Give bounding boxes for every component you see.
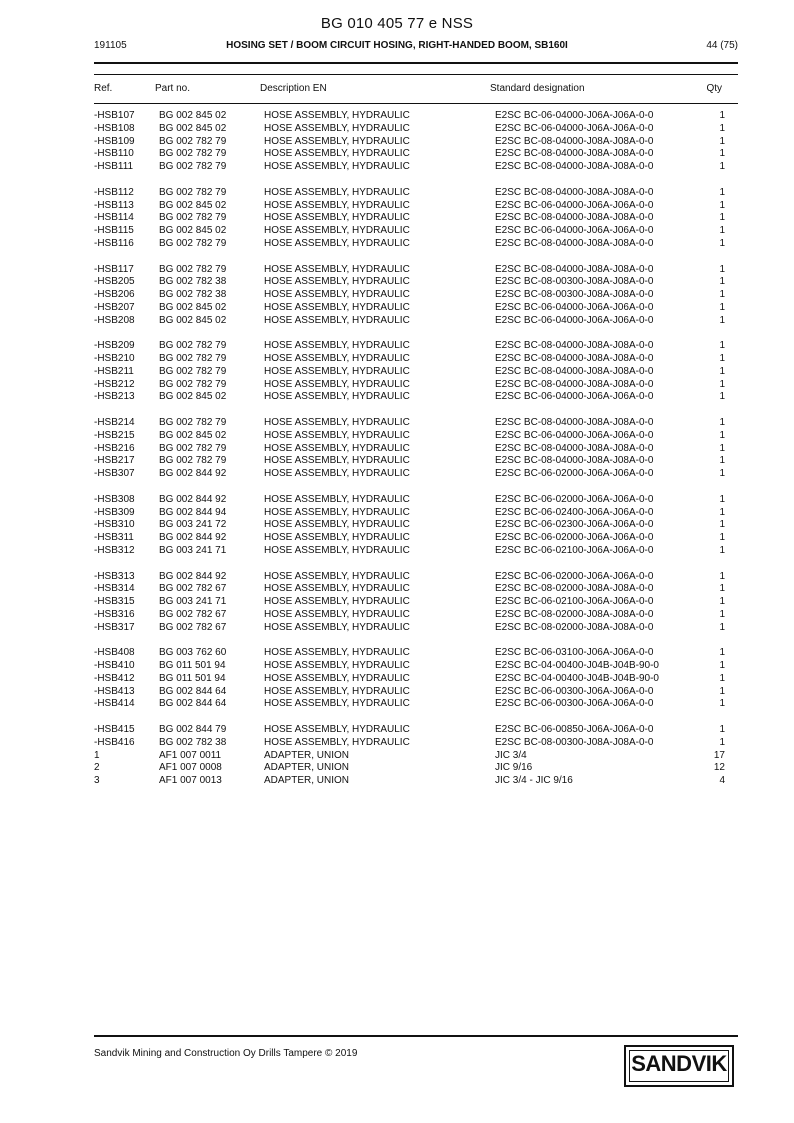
table-row: [0, 161, 794, 174]
cell-description: HOSE ASSEMBLY, HYDRAULIC: [264, 135, 410, 147]
cell-part-no: BG 002 782 79: [159, 263, 227, 275]
cell-standard-designation: E2SC BC-08-04000-J08A-J08A-0-0: [495, 148, 654, 160]
cell-qty: 1: [719, 583, 725, 595]
cell-part-no: BG 002 782 79: [159, 378, 227, 390]
logo-text: SANDVIK: [631, 1051, 727, 1076]
cell-ref: -HSB408: [94, 647, 135, 659]
table-row: [0, 737, 794, 750]
cell-ref: -HSB108: [94, 122, 135, 134]
cell-standard-designation: E2SC BC-06-00300-J06A-J06A-0-0: [495, 685, 654, 697]
cell-part-no: BG 002 782 38: [159, 736, 227, 748]
cell-description: HOSE ASSEMBLY, HYDRAULIC: [264, 314, 410, 326]
cell-standard-designation: E2SC BC-08-02000-J08A-J08A-0-0: [495, 608, 654, 620]
cell-part-no: BG 002 844 92: [159, 532, 227, 543]
cell-standard-designation: E2SC BC-08-04000-J08A-J08A-0-0: [495, 365, 654, 377]
cell-part-no: BG 002 844 94: [159, 506, 227, 518]
cell-description: HOSE ASSEMBLY, HYDRAULIC: [264, 225, 410, 236]
cell-description: HOSE ASSEMBLY, HYDRAULIC: [264, 148, 410, 160]
cell-qty: 1: [719, 570, 725, 582]
page-number: 44 (75): [706, 40, 738, 51]
cell-part-no: BG 002 782 79: [159, 442, 227, 454]
cell-standard-designation: E2SC BC-08-00300-J08A-J08A-0-0: [495, 736, 654, 748]
cell-ref: 2: [94, 762, 100, 774]
cell-description: HOSE ASSEMBLY, HYDRAULIC: [264, 532, 410, 543]
cell-description: HOSE ASSEMBLY, HYDRAULIC: [264, 199, 410, 211]
cell-qty: 1: [719, 685, 725, 697]
cell-part-no: BG 002 782 79: [159, 212, 227, 224]
table-row: [0, 264, 794, 277]
footer-copyright: Sandvik Mining and Construction Oy Drills Tampere © 2019: [94, 1048, 358, 1059]
cell-ref: -HSB213: [94, 391, 135, 403]
cell-part-no: BG 002 782 79: [159, 365, 227, 377]
header-divider: [94, 62, 738, 64]
column-header-description: Description EN: [260, 83, 327, 94]
cell-standard-designation: E2SC BC-08-04000-J08A-J08A-0-0: [495, 237, 654, 249]
cell-standard-designation: E2SC BC-08-02000-J08A-J08A-0-0: [495, 621, 654, 633]
cell-standard-designation: E2SC BC-08-04000-J08A-J08A-0-0: [495, 135, 654, 147]
document-title: BG 010 405 77 e NSS: [320, 15, 474, 32]
cell-part-no: BG 002 844 64: [159, 698, 227, 710]
cell-standard-designation: E2SC BC-06-03100-J06A-J06A-0-0: [495, 647, 654, 659]
table-row: [0, 238, 794, 251]
cell-standard-designation: E2SC BC-06-02100-J06A-J06A-0-0: [495, 544, 654, 556]
table-row: [0, 276, 794, 289]
cell-description: HOSE ASSEMBLY, HYDRAULIC: [264, 724, 410, 735]
cell-description: HOSE ASSEMBLY, HYDRAULIC: [264, 583, 410, 595]
table-row: [0, 123, 794, 136]
table-row: [0, 583, 794, 596]
cell-qty: 1: [719, 506, 725, 518]
cell-qty: 1: [719, 442, 725, 454]
table-row: [0, 519, 794, 532]
cell-description: HOSE ASSEMBLY, HYDRAULIC: [264, 161, 410, 172]
cell-qty: 1: [719, 353, 725, 364]
table-row: [0, 622, 794, 635]
cell-ref: -HSB217: [94, 455, 135, 467]
cell-standard-designation: E2SC BC-04-00400-J04B-J04B-90-0: [495, 660, 659, 671]
cell-part-no: BG 002 844 92: [159, 493, 227, 505]
table-row: [0, 647, 794, 660]
cell-part-no: BG 011 501 94: [159, 672, 226, 684]
cell-part-no: BG 002 782 79: [159, 455, 227, 467]
table-row: [0, 775, 794, 788]
table-row: [0, 762, 794, 775]
cell-ref: -HSB110: [94, 148, 134, 160]
table-row: [0, 494, 794, 507]
table-top-divider: [94, 74, 738, 75]
cell-part-no: BG 002 782 38: [159, 289, 227, 300]
cell-part-no: BG 002 845 02: [159, 429, 227, 441]
cell-part-no: AF1 007 0013: [159, 775, 222, 786]
cell-part-no: BG 003 241 71: [159, 596, 227, 607]
cell-standard-designation: E2SC BC-06-04000-J06A-J06A-0-0: [495, 301, 654, 313]
cell-qty: 1: [719, 225, 725, 236]
cell-qty: 1: [719, 544, 725, 556]
cell-part-no: BG 002 844 79: [159, 724, 227, 735]
cell-ref: -HSB311: [94, 532, 134, 543]
table-row: [0, 750, 794, 763]
cell-description: HOSE ASSEMBLY, HYDRAULIC: [264, 301, 410, 313]
cell-qty: 17: [713, 749, 725, 761]
document-subject: HOSING SET / BOOM CIRCUIT HOSING, RIGHT-HANDED BOOM, SB160I: [226, 40, 568, 51]
cell-qty: 1: [719, 468, 725, 479]
cell-part-no: BG 002 844 64: [159, 685, 227, 697]
table-row: [0, 379, 794, 392]
cell-ref: -HSB308: [94, 493, 135, 505]
cell-standard-designation: E2SC BC-08-04000-J08A-J08A-0-0: [495, 455, 654, 467]
cell-description: HOSE ASSEMBLY, HYDRAULIC: [264, 276, 410, 288]
cell-ref: -HSB214: [94, 417, 135, 428]
cell-qty: 1: [719, 647, 725, 659]
cell-ref: -HSB115: [94, 225, 134, 236]
cell-part-no: BG 002 782 79: [159, 135, 227, 147]
cell-part-no: BG 003 762 60: [159, 647, 227, 659]
cell-qty: 1: [719, 391, 725, 403]
cell-ref: -HSB313: [94, 570, 135, 582]
cell-part-no: BG 011 501 94: [159, 660, 226, 671]
table-row: [0, 545, 794, 558]
cell-standard-designation: E2SC BC-06-04000-J06A-J06A-0-0: [495, 199, 654, 211]
cell-standard-designation: JIC 3/4 - JIC 9/16: [495, 775, 573, 786]
cell-qty: 1: [719, 417, 725, 428]
cell-qty: 1: [719, 148, 725, 160]
cell-qty: 1: [719, 532, 725, 543]
cell-standard-designation: E2SC BC-08-04000-J08A-J08A-0-0: [495, 161, 654, 172]
cell-part-no: BG 003 241 71: [159, 544, 227, 556]
document-date: 191105: [94, 40, 127, 51]
cell-standard-designation: JIC 9/16: [495, 762, 533, 774]
cell-part-no: BG 002 845 02: [159, 314, 227, 326]
table-row: [0, 507, 794, 520]
cell-ref: -HSB212: [94, 378, 135, 390]
cell-qty: 1: [719, 698, 725, 710]
cell-part-no: AF1 007 0011: [159, 749, 222, 761]
cell-standard-designation: E2SC BC-06-02000-J06A-J06A-0-0: [495, 532, 654, 543]
cell-description: HOSE ASSEMBLY, HYDRAULIC: [264, 685, 410, 697]
cell-description: HOSE ASSEMBLY, HYDRAULIC: [264, 237, 410, 249]
cell-standard-designation: E2SC BC-08-00300-J08A-J08A-0-0: [495, 289, 654, 300]
table-row: [0, 443, 794, 456]
cell-qty: 1: [719, 596, 725, 607]
table-row: [0, 596, 794, 609]
cell-standard-designation: E2SC BC-06-00300-J06A-J06A-0-0: [495, 698, 654, 710]
cell-qty: 1: [719, 276, 725, 288]
cell-part-no: BG 002 782 79: [159, 353, 227, 364]
table-row: [0, 315, 794, 328]
table-row: [0, 110, 794, 123]
table-row: [0, 353, 794, 366]
column-header-standard-designation: Standard designation: [490, 83, 585, 94]
cell-description: HOSE ASSEMBLY, HYDRAULIC: [264, 519, 410, 531]
cell-ref: -HSB309: [94, 506, 135, 518]
cell-description: HOSE ASSEMBLY, HYDRAULIC: [264, 698, 410, 710]
cell-standard-designation: E2SC BC-06-02000-J06A-J06A-0-0: [495, 570, 654, 582]
cell-ref: -HSB116: [94, 237, 134, 249]
cell-ref: 3: [94, 775, 100, 786]
cell-standard-designation: E2SC BC-06-02100-J06A-J06A-0-0: [495, 596, 654, 607]
cell-description: HOSE ASSEMBLY, HYDRAULIC: [264, 263, 410, 275]
cell-description: HOSE ASSEMBLY, HYDRAULIC: [264, 110, 410, 121]
cell-part-no: BG 002 782 79: [159, 237, 227, 249]
table-row: [0, 225, 794, 238]
cell-standard-designation: E2SC BC-08-00300-J08A-J08A-0-0: [495, 276, 654, 288]
cell-ref: -HSB206: [94, 289, 135, 300]
cell-description: HOSE ASSEMBLY, HYDRAULIC: [264, 289, 410, 300]
cell-description: HOSE ASSEMBLY, HYDRAULIC: [264, 455, 410, 467]
cell-qty: 1: [719, 340, 725, 352]
cell-part-no: AF1 007 0008: [159, 762, 222, 774]
cell-part-no: BG 002 782 79: [159, 161, 227, 172]
cell-qty: 1: [719, 110, 725, 121]
cell-description: HOSE ASSEMBLY, HYDRAULIC: [264, 596, 410, 607]
cell-ref: -HSB413: [94, 685, 135, 697]
cell-ref: -HSB107: [94, 110, 135, 121]
cell-description: HOSE ASSEMBLY, HYDRAULIC: [264, 365, 410, 377]
cell-qty: 1: [719, 621, 725, 633]
cell-part-no: BG 002 844 92: [159, 468, 227, 479]
cell-description: HOSE ASSEMBLY, HYDRAULIC: [264, 608, 410, 620]
table-row: [0, 212, 794, 225]
table-row: [0, 532, 794, 545]
cell-ref: -HSB312: [94, 544, 135, 556]
cell-standard-designation: E2SC BC-06-02400-J06A-J06A-0-0: [495, 506, 654, 518]
cell-ref: -HSB415: [94, 724, 135, 735]
cell-ref: -HSB211: [94, 365, 134, 377]
cell-part-no: BG 002 845 02: [159, 225, 227, 236]
cell-ref: -HSB111: [94, 161, 134, 172]
cell-ref: -HSB209: [94, 340, 135, 352]
cell-part-no: BG 002 782 67: [159, 608, 227, 620]
cell-qty: 1: [719, 608, 725, 620]
cell-qty: 1: [719, 672, 725, 684]
cell-ref: -HSB307: [94, 468, 135, 479]
cell-part-no: BG 002 782 79: [159, 186, 227, 198]
column-header-part-no: Part no.: [155, 83, 191, 94]
table-row: [0, 698, 794, 711]
sandvik-logo: [624, 1045, 734, 1087]
cell-description: HOSE ASSEMBLY, HYDRAULIC: [264, 506, 410, 518]
cell-ref: -HSB208: [94, 314, 135, 326]
cell-part-no: BG 002 782 79: [159, 148, 227, 160]
cell-part-no: BG 002 845 02: [159, 391, 227, 403]
cell-part-no: BG 002 845 02: [159, 110, 227, 121]
cell-part-no: BG 002 845 02: [159, 122, 227, 134]
cell-standard-designation: E2SC BC-08-04000-J08A-J08A-0-0: [495, 417, 654, 428]
cell-standard-designation: E2SC BC-06-00850-J06A-J06A-0-0: [495, 724, 654, 735]
cell-qty: 1: [719, 212, 725, 224]
cell-qty: 1: [719, 135, 725, 147]
cell-qty: 1: [719, 289, 725, 300]
table-row: [0, 187, 794, 200]
cell-ref: -HSB205: [94, 276, 135, 288]
cell-qty: 1: [719, 237, 725, 249]
cell-standard-designation: JIC 3/4: [495, 749, 527, 761]
cell-part-no: BG 002 782 67: [159, 621, 227, 633]
cell-standard-designation: E2SC BC-06-02300-J06A-J06A-0-0: [495, 519, 654, 531]
cell-description: HOSE ASSEMBLY, HYDRAULIC: [264, 544, 410, 556]
cell-standard-designation: E2SC BC-08-02000-J08A-J08A-0-0: [495, 583, 654, 595]
table-row: [0, 302, 794, 315]
cell-description: HOSE ASSEMBLY, HYDRAULIC: [264, 340, 410, 352]
cell-standard-designation: E2SC BC-06-04000-J06A-J06A-0-0: [495, 391, 654, 403]
cell-qty: 1: [719, 186, 725, 198]
column-header-qty: Qty: [706, 83, 722, 94]
cell-part-no: BG 003 241 72: [159, 519, 227, 531]
cell-standard-designation: E2SC BC-08-04000-J08A-J08A-0-0: [495, 263, 654, 275]
cell-description: ADAPTER, UNION: [264, 749, 350, 761]
column-header-ref: Ref.: [94, 83, 113, 94]
cell-qty: 1: [719, 429, 725, 441]
cell-description: HOSE ASSEMBLY, HYDRAULIC: [264, 122, 410, 134]
cell-ref: -HSB317: [94, 621, 135, 633]
cell-qty: 1: [719, 314, 725, 326]
cell-part-no: BG 002 782 38: [159, 276, 227, 288]
cell-qty: 1: [719, 455, 725, 467]
cell-standard-designation: E2SC BC-06-04000-J06A-J06A-0-0: [495, 122, 654, 134]
cell-description: ADAPTER, UNION: [264, 762, 350, 774]
table-row: [0, 366, 794, 379]
table-row: [0, 340, 794, 353]
cell-ref: -HSB216: [94, 442, 135, 454]
cell-standard-designation: E2SC BC-08-04000-J08A-J08A-0-0: [495, 378, 654, 390]
cell-qty: 1: [719, 724, 725, 735]
cell-qty: 1: [719, 263, 725, 275]
cell-description: HOSE ASSEMBLY, HYDRAULIC: [264, 672, 410, 684]
cell-ref: -HSB215: [94, 429, 135, 441]
cell-description: HOSE ASSEMBLY, HYDRAULIC: [264, 353, 410, 364]
cell-qty: 1: [719, 161, 725, 172]
footer-divider: [94, 1035, 738, 1037]
cell-standard-designation: E2SC BC-08-04000-J08A-J08A-0-0: [495, 186, 654, 198]
cell-qty: 1: [719, 519, 725, 531]
cell-qty: 1: [719, 122, 725, 134]
cell-standard-designation: E2SC BC-08-04000-J08A-J08A-0-0: [495, 353, 654, 364]
cell-standard-designation: E2SC BC-06-02000-J06A-J06A-0-0: [495, 493, 654, 505]
cell-qty: 1: [719, 493, 725, 505]
cell-ref: -HSB117: [94, 263, 134, 275]
parts-table-body: [0, 110, 794, 788]
cell-qty: 1: [719, 365, 725, 377]
cell-ref: -HSB210: [94, 353, 135, 364]
cell-ref: -HSB310: [94, 519, 135, 531]
cell-standard-designation: E2SC BC-04-00400-J04B-J04B-90-0: [495, 672, 659, 684]
cell-description: HOSE ASSEMBLY, HYDRAULIC: [264, 212, 410, 224]
cell-description: HOSE ASSEMBLY, HYDRAULIC: [264, 736, 410, 748]
cell-description: HOSE ASSEMBLY, HYDRAULIC: [264, 621, 410, 633]
cell-standard-designation: E2SC BC-06-04000-J06A-J06A-0-0: [495, 314, 654, 326]
cell-description: HOSE ASSEMBLY, HYDRAULIC: [264, 391, 410, 403]
cell-standard-designation: E2SC BC-08-04000-J08A-J08A-0-0: [495, 212, 654, 224]
cell-ref: -HSB207: [94, 301, 135, 313]
cell-description: ADAPTER, UNION: [264, 775, 350, 786]
cell-part-no: BG 002 782 79: [159, 417, 227, 428]
table-row: [0, 289, 794, 302]
cell-ref: -HSB414: [94, 698, 135, 710]
cell-ref: -HSB113: [94, 199, 134, 211]
cell-ref: -HSB416: [94, 736, 135, 748]
cell-description: HOSE ASSEMBLY, HYDRAULIC: [264, 570, 410, 582]
cell-standard-designation: E2SC BC-06-04000-J06A-J06A-0-0: [495, 110, 654, 121]
cell-ref: -HSB315: [94, 596, 135, 607]
cell-ref: -HSB114: [94, 212, 134, 224]
table-row: [0, 136, 794, 149]
cell-part-no: BG 002 845 02: [159, 199, 227, 211]
cell-qty: 12: [713, 762, 725, 774]
cell-part-no: BG 002 782 79: [159, 340, 227, 352]
cell-ref: -HSB109: [94, 135, 135, 147]
cell-description: HOSE ASSEMBLY, HYDRAULIC: [264, 647, 410, 659]
cell-standard-designation: E2SC BC-06-04000-J06A-J06A-0-0: [495, 225, 654, 236]
cell-qty: 1: [719, 736, 725, 748]
cell-description: HOSE ASSEMBLY, HYDRAULIC: [264, 378, 410, 390]
table-row: [0, 200, 794, 213]
cell-description: HOSE ASSEMBLY, HYDRAULIC: [264, 186, 410, 198]
cell-qty: 4: [719, 775, 725, 786]
cell-ref: -HSB412: [94, 672, 135, 684]
cell-part-no: BG 002 782 67: [159, 583, 227, 595]
cell-ref: -HSB410: [94, 660, 135, 671]
cell-qty: 1: [719, 199, 725, 211]
table-row: [0, 455, 794, 468]
cell-description: HOSE ASSEMBLY, HYDRAULIC: [264, 493, 410, 505]
cell-ref: -HSB314: [94, 583, 135, 595]
table-row: [0, 417, 794, 430]
column-header-divider: [94, 103, 738, 104]
table-row: [0, 430, 794, 443]
table-row: [0, 571, 794, 584]
cell-standard-designation: E2SC BC-06-04000-J06A-J06A-0-0: [495, 429, 654, 441]
cell-description: HOSE ASSEMBLY, HYDRAULIC: [264, 468, 410, 479]
table-row: [0, 391, 794, 404]
table-row: [0, 673, 794, 686]
table-row: [0, 660, 794, 673]
cell-qty: 1: [719, 378, 725, 390]
cell-description: HOSE ASSEMBLY, HYDRAULIC: [264, 442, 410, 454]
table-row: [0, 609, 794, 622]
cell-description: HOSE ASSEMBLY, HYDRAULIC: [264, 429, 410, 441]
cell-standard-designation: E2SC BC-06-02000-J06A-J06A-0-0: [495, 468, 654, 479]
cell-ref: -HSB316: [94, 608, 135, 620]
cell-part-no: BG 002 844 92: [159, 570, 227, 582]
table-row: [0, 148, 794, 161]
cell-standard-designation: E2SC BC-08-04000-J08A-J08A-0-0: [495, 442, 654, 454]
cell-standard-designation: E2SC BC-08-04000-J08A-J08A-0-0: [495, 340, 654, 352]
cell-ref: -HSB112: [94, 186, 134, 198]
table-row: [0, 468, 794, 481]
cell-ref: 1: [94, 749, 100, 761]
cell-qty: 1: [719, 660, 725, 671]
cell-description: HOSE ASSEMBLY, HYDRAULIC: [264, 660, 410, 671]
cell-description: HOSE ASSEMBLY, HYDRAULIC: [264, 417, 410, 428]
cell-part-no: BG 002 845 02: [159, 301, 227, 313]
cell-qty: 1: [719, 301, 725, 313]
table-row: [0, 686, 794, 699]
table-row: [0, 724, 794, 737]
